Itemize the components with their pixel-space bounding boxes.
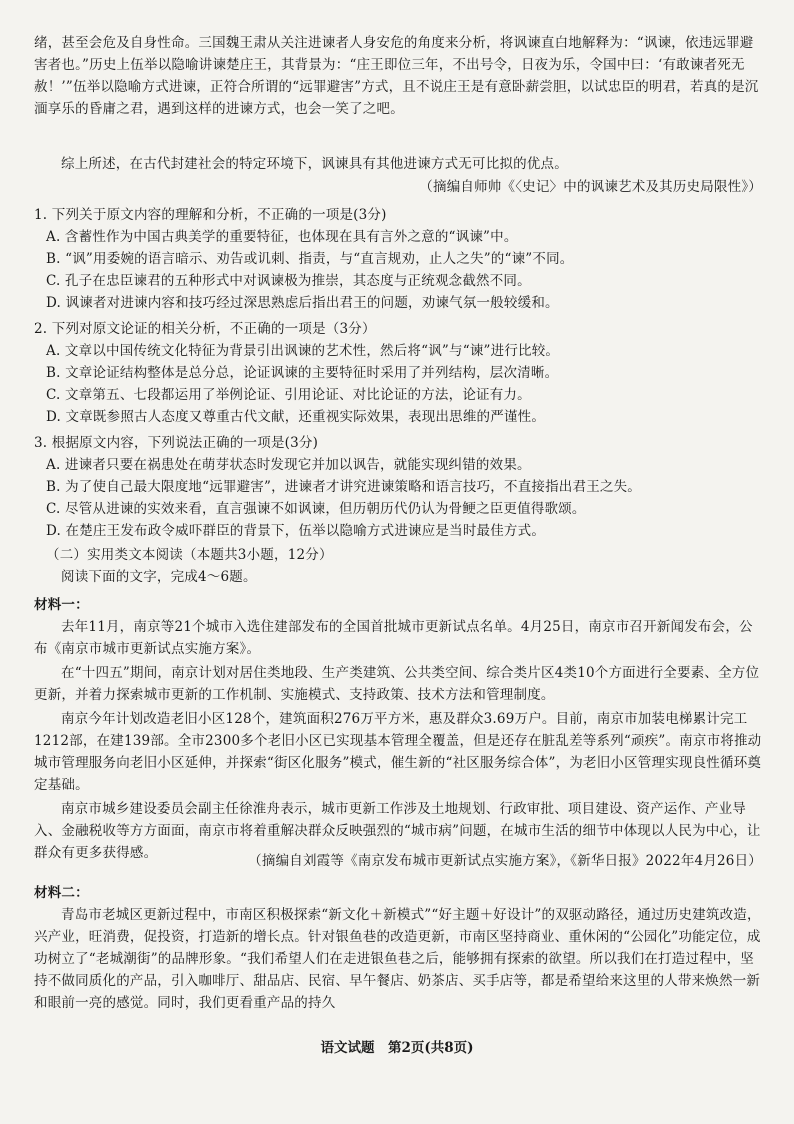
section-instruction: 阅读下面的文字，完成4～6题。: [61, 569, 257, 585]
material-1-paragraph: 去年11月，南京等21个城市入选住建部发布的全国首批城市更新试点名单。4月25日，南京市召开新闻发布会，公布《南京市城市更新试点实施方案》。: [34, 619, 753, 657]
passage-conclusion: 综上所述，在古代封建社会的特定环境下，讽谏具有其他进谏方式无可比拟的优点。: [61, 156, 568, 172]
q1-option-d: D. 讽谏者对进谏内容和技巧经过深思熟虑后指出君王的问题，劝谏气氛一般较缓和。: [46, 295, 559, 311]
q2-option-b: B. 文章论证结构整体是总分总，论证讽谏的主要特征时采用了并列结构，层次清晰。: [46, 365, 559, 381]
q2-option-c: C. 文章第五、七段都运用了举例论证、引用论证、对比论证的方法，论证有力。: [46, 387, 531, 403]
q3-option-a: A. 进谏者只要在祸患处在萌芽状态时发现它并加以讽告，就能实现纠错的效果。: [46, 457, 531, 473]
page-footer: 语文试题 第2页(共8页): [320, 1040, 474, 1056]
question-2-stem: 2. 下列对原文论证的相关分析，不正确的一项是（3分）: [34, 321, 376, 337]
q3-option-c: C. 尽管从进谏的实效来看，直言强谏不如讽谏，但历朝历代仍认为骨鲠之臣更值得歌颂。: [46, 501, 586, 517]
question-3-stem: 3. 根据原文内容，下列说法正确的一项是(3分): [34, 435, 319, 451]
material-2-label: 材料二：: [34, 885, 89, 901]
q2-option-a: A. 文章以中国传统文化特征为背景引出讽谏的艺术性，然后将“讽”与“谏”进行比较。: [46, 343, 560, 359]
material-1-paragraph: 南京市城乡建设委员会副主任徐淮舟表示，城市更新工作涉及土地规划、行政审批、项目建设、资产运作、产业导入、金融税收等方方面面，南京市将着重解决群众反映强烈的“城市病”问题，在城市生活的细节中体现以人民为中心，让群众有更多获得感。: [34, 801, 761, 861]
section-title: （二）实用类文本阅读（本题共3小题，12分）: [46, 547, 333, 563]
passage-paragraph: 绪，甚至会危及自身性命。三国魏王肃从关注进谏者人身安危的角度来分析，将讽谏直白地解释为：“讽谏，依违远罪避害者也。”历史上伍举以隐喻讲谏楚庄王，其背景为：“庄王即位三年，不出号令，日夜为乐，令国中曰：‘有敢谏者死无赦！’”伍举以隐喻方式进谏，正符合所谓的“远罪避害”方式，且不说庄王是有意卧薪尝胆，以试忠臣的明君，若真的是沉湎享乐的昏庸之君，遇到这样的进谏方式，也会一笑了之吧。: [34, 35, 759, 117]
source-citation: （摘编自师帅《〈史记〉中的讽谏艺术及其历史局限性》）: [419, 179, 762, 195]
material-1-label: 材料一：: [34, 597, 89, 613]
q2-option-d: D. 文章既参照古人态度又尊重古代文献，还重视实际效果，表现出思维的严谨性。: [46, 409, 546, 425]
material-2-paragraph: 青岛市老城区更新过程中，市南区积极探索“新文化＋新模式”“好主题＋好设计”的双驱动路径，通过历史建筑改造，兴产业，旺消费，促投资，打造新的增长点。针对银鱼巷的改造更新，市南区坚持商业、重休闲的“公园化”功能定位，成功树立了“老城潮街”的品牌形象。“我们希望人们在走进银鱼巷之后，能够拥有探索的欲望。所以我们在打造过程中，坚持不做同质化的产品，引入咖啡厅、甜品店、民宿、早午餐店、奶茶店、买手店等，都是希望给来这里的人带来焕然一新和眼前一亮的感觉。同时，我们更看重产品的持久: [34, 907, 761, 1011]
material-1-paragraph: 在“十四五”期间，南京计划对居住类地段、生产类建筑、公共类空间、综合类片区4类10个方面进行全要素、全方位更新，并着力探索城市更新的工作机制、实施模式、支持政策、技术方法和管理制度。: [34, 665, 760, 703]
q1-option-b: B. “讽”用委婉的语言暗示、劝告或讥刺、指责，与“直言规劝，止人之失”的“谏”不同。: [46, 251, 574, 267]
material-1-source: （摘编自刘霞等《南京发布城市更新试点实施方案》，《新华日报》2022年4月26日）: [248, 853, 762, 869]
q1-option-a: A. 含蓄性作为中国古典美学的重要特征，也体现在具有言外之意的“讽谏”中。: [46, 229, 518, 245]
material-1-paragraph: 南京今年计划改造老旧小区128个，建筑面积276万平方米，惠及群众3.69万户。目前，南京市加装电梯累计完工1212部，在建139部。全市2300多个老旧小区已实现基本管理全覆盖，但是还存在脏乱差等系列“顽疾”。南京市将推动城市管理服务向老旧小区延伸，并探索“街区化服务”模式，催生新的“社区服务综合体”，为老旧小区管理实现良性循环奠定基础。: [34, 711, 762, 793]
q1-option-c: C. 孔子在忠臣谏君的五种形式中对讽谏极为推崇，其态度与正统观念截然不同。: [46, 273, 531, 289]
question-1-stem: 1. 下列关于原文内容的理解和分析，不正确的一项是(3分): [34, 207, 387, 223]
q3-option-b: B. 为了使自己最大限度地“远罪避害”，进谏者才讲究进谏策略和语言技巧，不直接指出君王之失。: [46, 479, 642, 495]
q3-option-d: D. 在楚庄王发布政令威吓群臣的背景下，伍举以隐喻方式进谏应是当时最佳方式。: [46, 523, 546, 539]
